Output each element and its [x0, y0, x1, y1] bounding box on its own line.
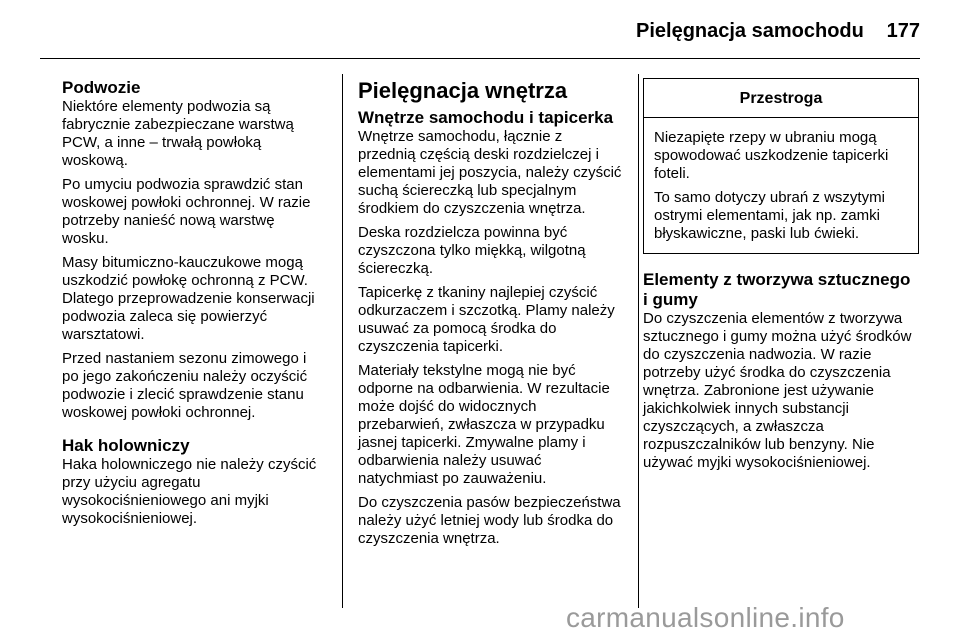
caution-box	[643, 78, 919, 254]
caution-title: Przestroga	[644, 79, 918, 118]
page-header	[0, 0, 960, 60]
column-divider-2	[638, 74, 639, 608]
paragraph: To samo dotyczy ubrań z wszytymi ostrymi elementami, jak np. zamki błyskawiczne, paski lub ćwieki.	[654, 189, 885, 242]
paragraph: Do czyszczenia pasów bezpieczeństwa należy użyć letniej wody lub środka do czyszczenia wnętrza.	[358, 494, 621, 547]
column-3	[643, 78, 919, 486]
paragraph: Do czyszczenia elementów z tworzywa sztucznego i gumy można użyć środków do czyszczenia nadwozia. W razie potrzeby użyć środka do czyszczenia wnętrza. Zabronione jest używanie jakichkolwiek innych substancji czyszczących, a zwłaszcza rozpuszczalników lub benzyny. Nie używać myjki wysokociśnieniowej.	[643, 310, 912, 471]
page-number: 177	[886, 20, 920, 42]
section-tworzywa	[643, 270, 919, 472]
header-rule	[40, 58, 920, 59]
caution-body	[644, 118, 918, 253]
chapter-title: Pielęgnacja wnętrza	[358, 78, 568, 103]
paragraph: Niezapięte rzepy w ubraniu mogą spowodować uszkodzenie tapicerki foteli.	[654, 129, 889, 182]
paragraph: Materiały tekstylne mogą nie być odporne na odbarwienia. W rezultacie może dojść do widocznych przebarwień, zwłaszcza w przypadku jasnej tapicerki. Zmywalne plamy i odbarwienia należy usuwać natychmiast po zauważeniu.	[358, 362, 610, 487]
section-podwozie	[62, 78, 324, 422]
paragraph: Po umyciu podwozia sprawdzić stan woskowej powłoki ochronnej. W razie potrzeby nanieść nową warstwę wosku.	[62, 176, 311, 247]
column-2	[358, 78, 622, 554]
section-title-wnetrze: Wnętrze samochodu i tapicerka	[358, 108, 614, 127]
paragraph: Haka holowniczego nie należy czyścić przy użyciu agregatu wysokociśnieniowego ani myjki wysokociśnieniowej.	[62, 456, 317, 527]
paragraph: Masy bitumiczno-kauczukowe mogą uszkodzić powłokę ochronną z PCW. Dlatego przeprowadzenie konserwacji podwozia zaleca się powierzyć warsztatowi.	[62, 254, 315, 343]
header-title: Pielęgnacja samochodu	[636, 20, 864, 42]
section-title-podwozie: Podwozie	[62, 78, 141, 97]
paragraph: Deska rozdzielcza powinna być czyszczona tylko miękką, wilgotną ściereczką.	[358, 224, 586, 277]
column-1	[62, 78, 324, 542]
paragraph: Przed nastaniem sezonu zimowego i po jego zakończeniu należy oczyścić podwozie i zlecić sprawdzenie stanu woskowej powłoki ochronnej.	[62, 350, 308, 421]
paragraph: Tapicerkę z tkaniny najlepiej czyścić odkurzaczem i szczotką. Plamy należy usuwać za pomocą środka do czyszczenia tapicerki.	[358, 284, 615, 355]
section-hak-holowniczy	[62, 436, 324, 528]
section-title-tworzywa: Elementy z tworzywa sztucznego i gumy	[643, 270, 911, 309]
section-title-hak: Hak holowniczy	[62, 436, 190, 455]
paragraph: Niektóre elementy podwozia są fabrycznie zabezpieczane warstwą PCW, a inne – trwałą powłoką woskową.	[62, 98, 294, 169]
column-divider-1	[342, 74, 343, 608]
paragraph: Wnętrze samochodu, łącznie z przednią częścią deski rozdzielczej i elementami jej poszycia, należy czyścić suchą ściereczką lub specjalnym środkiem do czyszczenia wnętrza.	[358, 128, 622, 217]
watermark: carmanualsonline.info	[566, 602, 845, 633]
